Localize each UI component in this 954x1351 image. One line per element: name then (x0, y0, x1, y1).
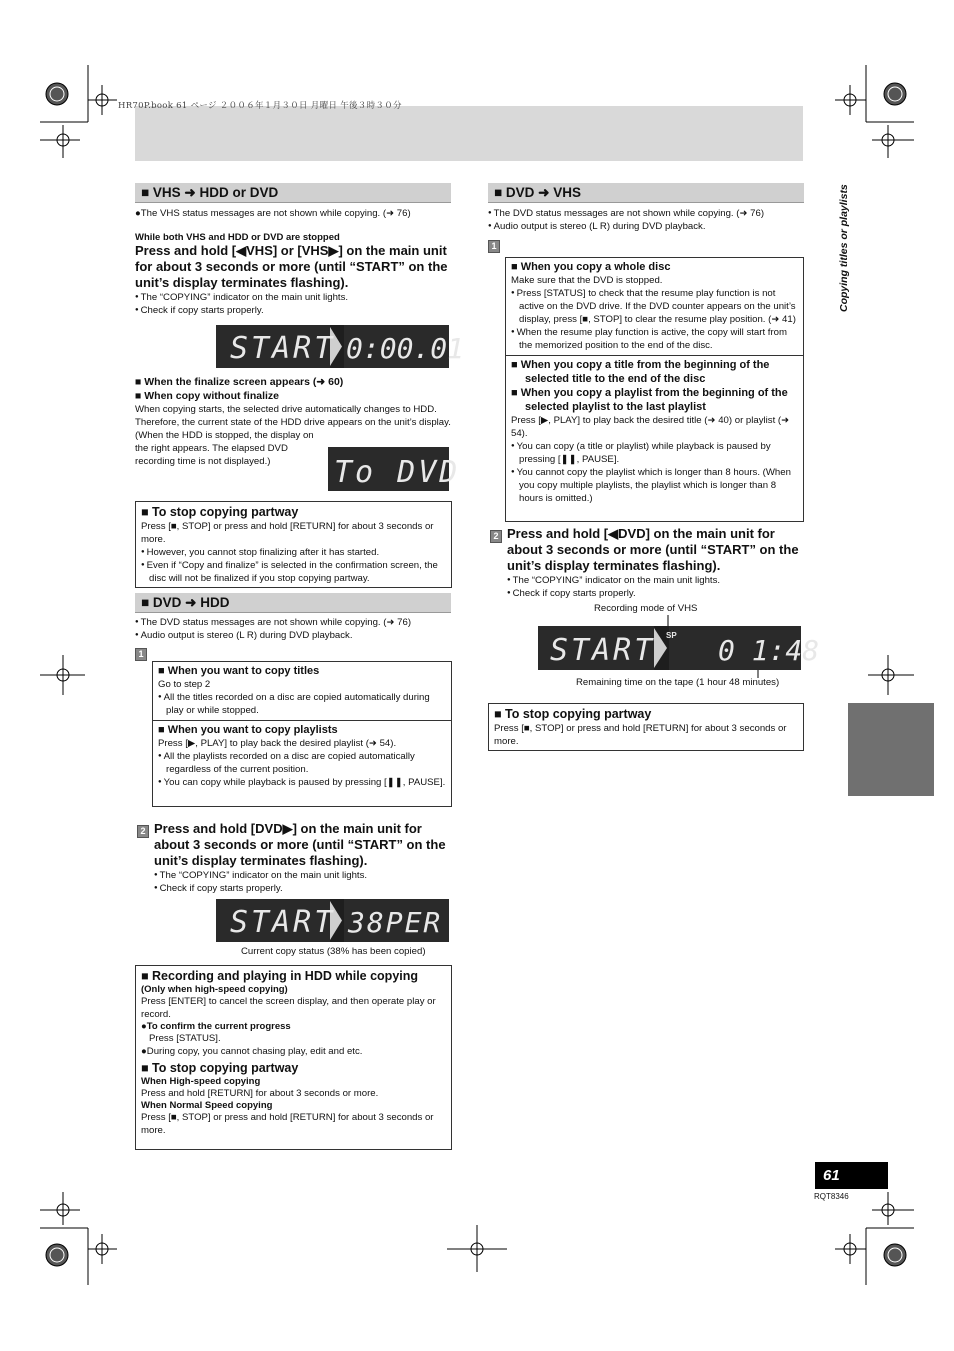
play-bullet-2: ● You cannot copy the playlist which is longer than 8 hours. (When you copy multiple playlists, the playlist which is longer than 8 hours is omitted.) (511, 466, 798, 505)
vhs-condition: While both VHS and HDD or DVD are stopped (135, 232, 340, 243)
playlists-text: Press [▶, PLAY] to play back the desired playlist (➜ 54). (158, 738, 397, 750)
side-label-text: Copying titles or playlists (838, 184, 850, 312)
lcd-start-text-2: START (230, 905, 336, 940)
ns-text: Press [■, STOP] or press and hold [RETURN] for about 3 seconds or more. (141, 1112, 434, 1136)
step-1-badge: 1 (135, 648, 147, 661)
dvd-hdd-title: ■ DVD ➜ HDD (135, 593, 451, 613)
lcd-start-remaining (538, 626, 820, 670)
copy-titles-head: ■ When you want to copy titles (158, 665, 320, 677)
lcd-counter-text: 0:00.01 (346, 332, 465, 365)
dvd-vhs-bullet-2: ● Check if copy starts properly. (507, 587, 804, 600)
finalize-head-2: ■ When copy without finalize (135, 390, 280, 402)
page-number: 61 (815, 1162, 888, 1189)
confirm-text: Press [STATUS]. (149, 1033, 221, 1044)
whole-disc-head: ■ When you copy a whole disc (511, 261, 671, 273)
dvd-hdd-note-2: ● Audio output is stereo (L R) during DVD playback. (135, 629, 451, 642)
play-bullet-1: ● You can copy (a title or playlist) while playback is paused by pressing [❚❚, PAUSE]. (511, 440, 798, 466)
hs-text: Press and hold [RETURN] for about 3 seconds or more. (141, 1088, 379, 1099)
finalize-text-2: (When the HDD is stopped, the display on the right appears. The elapsed DVD recording time is not displayed.) (135, 430, 314, 467)
titles-bullet: ● All the titles recorded on a disc are copied automatically during play or while stopped. (158, 691, 446, 717)
goto-step-text: Go to step 2 (158, 679, 211, 690)
playlists-bullet-2: ● You can copy while playback is paused by pressing [❚❚, PAUSE]. (158, 776, 446, 789)
finalize-head-1: ■ When the finalize screen appears (➜ 60) (135, 376, 344, 388)
copy-playlists-head: ■ When you want to copy playlists (158, 724, 338, 737)
copy-status-caption: Current copy status (38% has been copied) (241, 946, 426, 957)
dvd-vhs-note-1: ● The DVD status messages are not shown while copying. (➜ 76) (488, 207, 804, 220)
rec-stop-title: ■ To stop copying partway (141, 1061, 299, 1075)
vhs-bullet-2: ● Check if copy starts properly. (135, 304, 451, 317)
playlists-bullet-1: ● All the playlists recorded on a disc are copied automatically regardless of the current position. (158, 750, 446, 776)
stop-copy-bullet-2: ● Even if “Copy and finalize” is selected in the confirmation screen, the disc will not be finalized if you stop copying partway. (141, 559, 446, 585)
stop-copy-box-2 (488, 703, 804, 751)
dvd-vhs-note-2: ● Audio output is stereo (L R) during DVD playback. (488, 220, 804, 233)
whole-disc-text: Make sure that the DVD is stopped. (511, 275, 663, 286)
vhs-status-note: ●The VHS status messages are not shown while copying. (➜ 76) (135, 208, 411, 219)
dvd-hdd-bullet-1: ● The “COPYING” indicator on the main unit lights. (154, 869, 452, 882)
stop-copy-title-1: ■ To stop copying partway (141, 505, 299, 519)
lcd-remaining-text: 0 1:48 (718, 634, 820, 667)
chapter-tab (848, 703, 934, 796)
rec-play-text: Press [ENTER] to cancel the screen display, and then operate play or record. (141, 996, 436, 1020)
doc-code: RQT8346 (814, 1192, 849, 1201)
stop-copy-bullet-1: ● However, you cannot stop finalizing after it has started. (141, 546, 446, 559)
playlist-copy-head: ■ When you copy a playlist from the beginning of the selected playlist to the last playlist (511, 387, 788, 414)
stop-copy-title-2: ■ To stop copying partway (494, 707, 652, 721)
rec-play-title: ■ Recording and playing in HDD while copying (141, 969, 419, 983)
dvd-hdd-instruction: Press and hold [DVD▶] on the main unit for about 3 seconds or more (until “START” on the unit’s display terminates flashing). (154, 821, 446, 868)
dvd-hdd-note-1: ● The DVD status messages are not shown while copying. (➜ 76) (135, 616, 451, 629)
rec-play-sub: (Only when high-speed copying) (141, 984, 288, 995)
whole-disc-bullet-1: ● Press [STATUS] to check that the resume play function is not active on the DVD drive. If the DVD counter appears on the unit’s display, press [■, STOP] to clear the resume play position. (➜ 41) (511, 287, 798, 326)
dvd-vhs-bullet-1: ● The “COPYING” indicator on the main unit lights. (507, 574, 804, 587)
vhs-instruction: Press and hold [◀VHS] or [VHS▶] on the main unit for about 3 seconds or more (until “START” on the unit’s display terminates flashing). (135, 243, 448, 290)
step-2-badge: 2 (137, 825, 149, 838)
lcd-percent-text: 38PER (348, 906, 443, 939)
dvd-vhs-title: ■ DVD ➜ VHS (488, 183, 804, 203)
right-step-1-badge: 1 (488, 240, 500, 253)
right-step-2-badge: 2 (490, 530, 502, 543)
hs-head: When High-speed copying (141, 1076, 261, 1087)
ns-head: When Normal Speed copying (141, 1100, 273, 1111)
side-label (822, 180, 850, 320)
confirm-head: ●To confirm the current progress (141, 1021, 291, 1032)
remaining-caption: Remaining time on the tape (1 hour 48 minutes) (576, 677, 780, 688)
dvd-hdd-bullet-2: ● Check if copy starts properly. (154, 882, 452, 895)
rec-mode-caption: Recording mode of VHS (594, 603, 698, 614)
finalize-text: When copying starts, the selected drive automatically changes to HDD. Therefore, the current state of the HDD drive appears on the unit’s display. (135, 404, 451, 428)
vhs-bullet-1: ● The “COPYING” indicator on the main unit lights. (135, 291, 451, 304)
lcd-start-remaining-graphic (538, 626, 820, 670)
stop-copy-text-2: Press [■, STOP] or press and hold [RETURN] for about 3 seconds or more. (494, 723, 787, 747)
stop-copy-text-1: Press [■, STOP] or press and hold [RETURN] for about 3 seconds or more. (141, 521, 434, 545)
play-text: Press [▶, PLAY] to play back the desired title (➜ 40) or playlist (➜ 54). (511, 415, 790, 440)
lcd-start-text-3: START (550, 633, 656, 668)
print-header-line: HR70P.book 61 ページ ２００６年１月３０日 月曜日 午後３時３０分 (118, 101, 402, 111)
vhs-section-title: ■ VHS ➜ HDD or DVD (135, 183, 451, 203)
dvd-vhs-instruction: Press and hold [◀DVD] on the main unit for about 3 seconds or more (until “START” on the unit’s display terminates flashing). (507, 526, 799, 573)
during-text: ●During copy, you cannot chasing play, edit and etc. (141, 1046, 363, 1057)
lcd-to-dvd-text: To DVD (334, 455, 461, 490)
whole-disc-bullet-2: ● When the resume play function is active, the copy will start from the memorized position to the end of the disc. (511, 326, 798, 352)
title-copy-head: ■ When you copy a title from the beginning of the selected title to the end of the disc (511, 359, 770, 386)
lcd-sp-text: SP (666, 631, 677, 640)
lcd-start-text: START (230, 331, 336, 366)
